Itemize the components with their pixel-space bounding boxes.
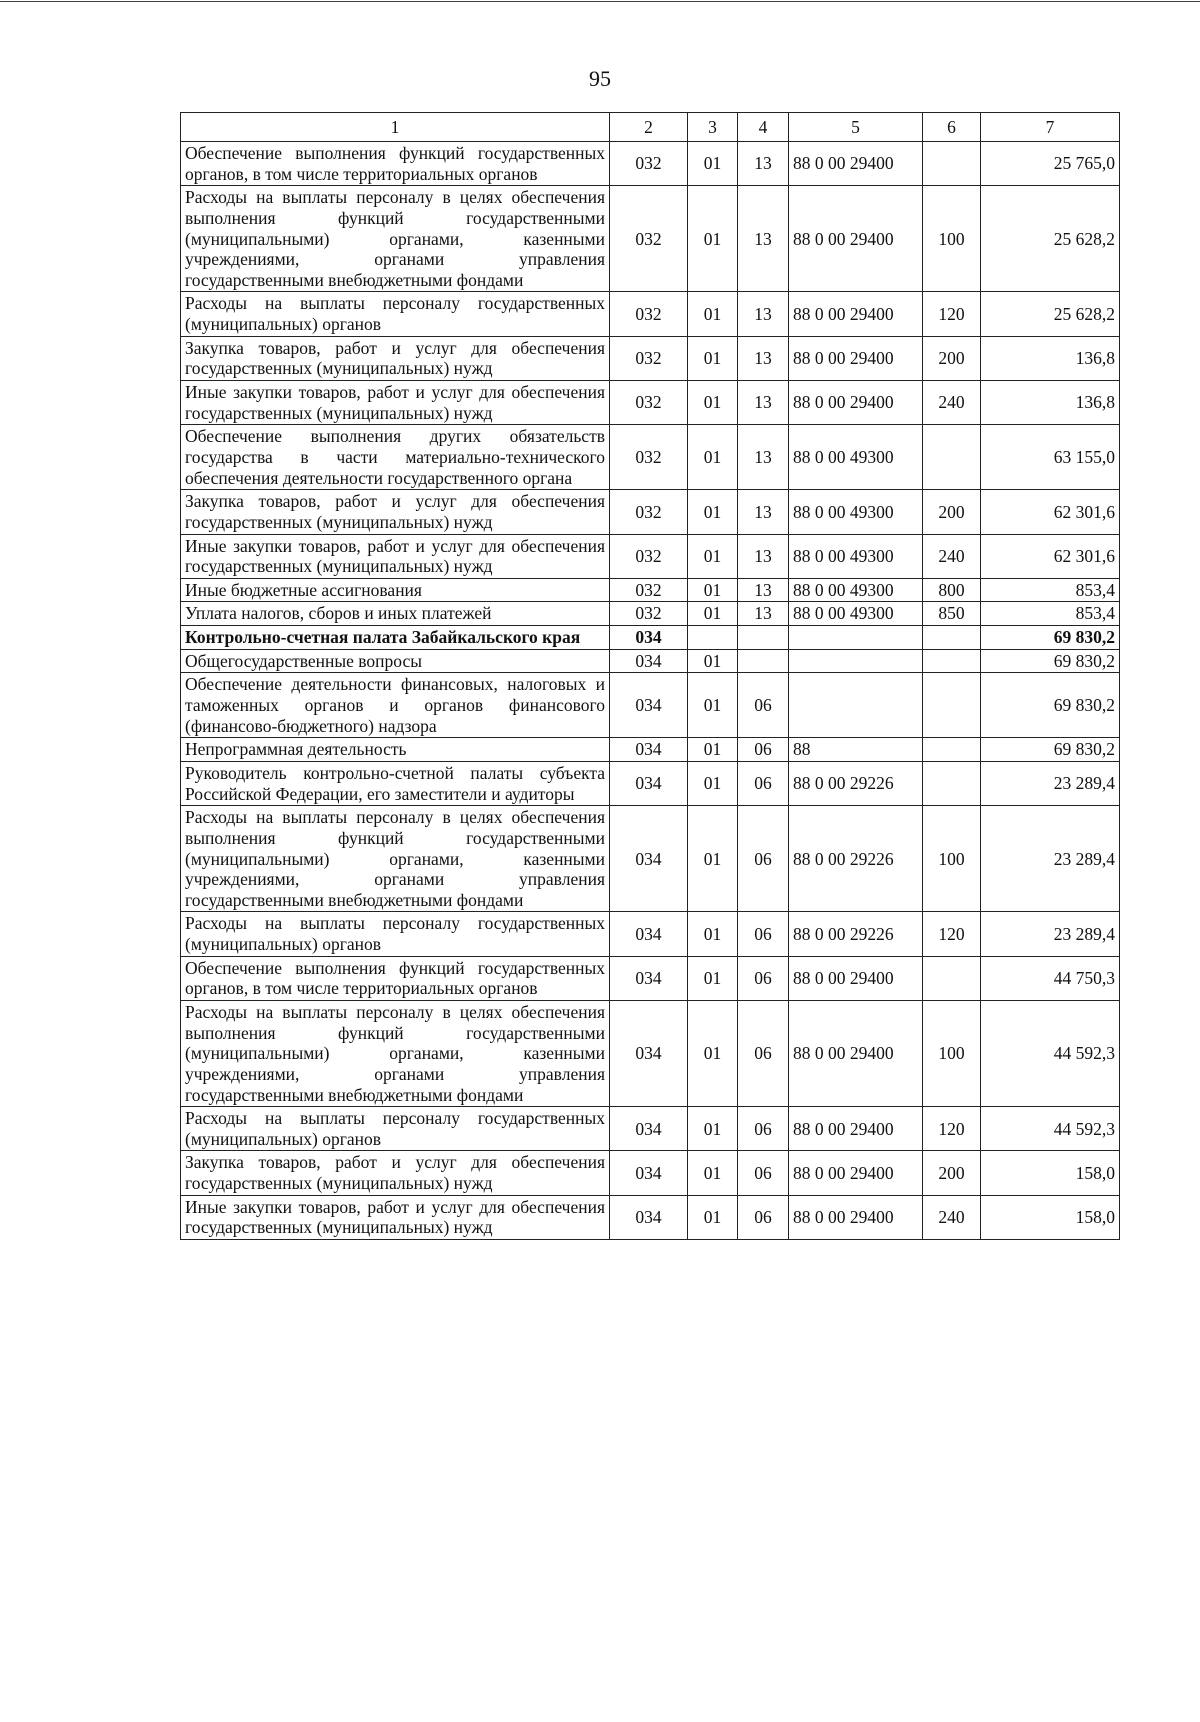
target-article-cell: 88 0 00 29226 xyxy=(789,912,923,956)
section-code-cell: 01 xyxy=(688,578,738,602)
item-name-cell: Расходы на выплаты персоналу государственных (муниципальных) органов xyxy=(181,292,610,336)
scan-top-border xyxy=(0,1,1200,2)
expense-type-cell: 100 xyxy=(923,1000,981,1106)
subsection-code-cell: 13 xyxy=(738,425,789,490)
ministry-code-cell: 032 xyxy=(610,534,688,578)
subsection-code-cell: 06 xyxy=(738,1107,789,1151)
subsection-code-cell: 13 xyxy=(738,602,789,626)
ministry-code-cell: 034 xyxy=(610,626,688,650)
column-header: 2 xyxy=(610,113,688,142)
target-article-cell: 88 0 00 49300 xyxy=(789,602,923,626)
ministry-code-cell: 032 xyxy=(610,381,688,425)
subsection-code-cell: 06 xyxy=(738,806,789,912)
expense-type-cell: 100 xyxy=(923,186,981,292)
column-header: 4 xyxy=(738,113,789,142)
item-name-cell: Расходы на выплаты персоналу государственных (муниципальных) органов xyxy=(181,1107,610,1151)
amount-cell: 853,4 xyxy=(981,602,1120,626)
section-code-cell: 01 xyxy=(688,142,738,186)
expense-type-cell: 850 xyxy=(923,602,981,626)
table-row xyxy=(181,1000,1120,1106)
expense-type-cell xyxy=(923,761,981,805)
item-name-cell: Непрограммная деятельность xyxy=(181,738,610,762)
section-code-cell: 01 xyxy=(688,1195,738,1239)
ministry-code-cell: 034 xyxy=(610,673,688,738)
table-row xyxy=(181,1195,1120,1239)
ministry-code-cell: 032 xyxy=(610,186,688,292)
item-name-cell: Обеспечение выполнения функций государственных органов, в том числе территориальных органов xyxy=(181,142,610,186)
item-name-cell: Уплата налогов, сборов и иных платежей xyxy=(181,602,610,626)
table-row xyxy=(181,626,1120,650)
ministry-code-cell: 032 xyxy=(610,142,688,186)
expense-type-cell: 200 xyxy=(923,336,981,380)
amount-cell: 44 592,3 xyxy=(981,1107,1120,1151)
section-code-cell: 01 xyxy=(688,425,738,490)
column-header: 5 xyxy=(789,113,923,142)
item-name-cell: Расходы на выплаты персоналу в целях обеспечения выполнения функций государственными (муниципальными) органами, казенными учреждениями, органами управления государственными внебюджетными фондами xyxy=(181,186,610,292)
table-row xyxy=(181,761,1120,805)
section-code-cell: 01 xyxy=(688,336,738,380)
amount-cell: 158,0 xyxy=(981,1151,1120,1195)
subsection-code-cell xyxy=(738,626,789,650)
expense-type-cell xyxy=(923,626,981,650)
table-row xyxy=(181,186,1120,292)
subsection-code-cell: 13 xyxy=(738,292,789,336)
item-name-cell: Закупка товаров, работ и услуг для обеспечения государственных (муниципальных) нужд xyxy=(181,336,610,380)
column-header: 7 xyxy=(981,113,1120,142)
target-article-cell: 88 0 00 49300 xyxy=(789,425,923,490)
subsection-code-cell: 13 xyxy=(738,336,789,380)
section-code-cell: 01 xyxy=(688,381,738,425)
ministry-code-cell: 034 xyxy=(610,1000,688,1106)
item-name-cell: Иные закупки товаров, работ и услуг для обеспечения государственных (муниципальных) нужд xyxy=(181,381,610,425)
section-code-cell: 01 xyxy=(688,956,738,1000)
item-name-cell: Контрольно-счетная палата Забайкальского края xyxy=(181,626,610,650)
item-name-cell: Закупка товаров, работ и услуг для обеспечения государственных (муниципальных) нужд xyxy=(181,1151,610,1195)
amount-cell: 44 750,3 xyxy=(981,956,1120,1000)
target-article-cell: 88 0 00 49300 xyxy=(789,534,923,578)
section-code-cell xyxy=(688,626,738,650)
expense-type-cell: 800 xyxy=(923,578,981,602)
expense-type-cell xyxy=(923,738,981,762)
amount-cell: 136,8 xyxy=(981,381,1120,425)
amount-cell: 25 628,2 xyxy=(981,186,1120,292)
amount-cell: 69 830,2 xyxy=(981,673,1120,738)
table-header-row xyxy=(181,113,1120,142)
subsection-code-cell: 06 xyxy=(738,673,789,738)
budget-table xyxy=(180,112,1120,1240)
expense-type-cell xyxy=(923,673,981,738)
table-row xyxy=(181,738,1120,762)
target-article-cell: 88 0 00 29400 xyxy=(789,1107,923,1151)
subsection-code-cell: 13 xyxy=(738,578,789,602)
target-article-cell: 88 xyxy=(789,738,923,762)
ministry-code-cell: 032 xyxy=(610,292,688,336)
target-article-cell: 88 0 00 29400 xyxy=(789,381,923,425)
subsection-code-cell: 06 xyxy=(738,761,789,805)
expense-type-cell: 240 xyxy=(923,534,981,578)
ministry-code-cell: 034 xyxy=(610,1107,688,1151)
amount-cell: 44 592,3 xyxy=(981,1000,1120,1106)
column-header: 6 xyxy=(923,113,981,142)
item-name-cell: Иные закупки товаров, работ и услуг для обеспечения государственных (муниципальных) нужд xyxy=(181,534,610,578)
target-article-cell: 88 0 00 29400 xyxy=(789,1000,923,1106)
subsection-code-cell: 13 xyxy=(738,381,789,425)
target-article-cell xyxy=(789,673,923,738)
amount-cell: 23 289,4 xyxy=(981,806,1120,912)
expense-type-cell: 120 xyxy=(923,1107,981,1151)
table-row xyxy=(181,956,1120,1000)
ministry-code-cell: 034 xyxy=(610,761,688,805)
section-code-cell: 01 xyxy=(688,1151,738,1195)
subsection-code-cell: 06 xyxy=(738,1000,789,1106)
section-code-cell: 01 xyxy=(688,912,738,956)
ministry-code-cell: 032 xyxy=(610,602,688,626)
table-row xyxy=(181,912,1120,956)
expense-type-cell xyxy=(923,425,981,490)
amount-cell: 69 830,2 xyxy=(981,649,1120,673)
ministry-code-cell: 034 xyxy=(610,956,688,1000)
subsection-code-cell: 06 xyxy=(738,738,789,762)
expense-type-cell xyxy=(923,142,981,186)
column-header: 1 xyxy=(181,113,610,142)
item-name-cell: Обеспечение выполнения функций государственных органов, в том числе территориальных органов xyxy=(181,956,610,1000)
expense-type-cell: 120 xyxy=(923,292,981,336)
subsection-code-cell: 06 xyxy=(738,1151,789,1195)
amount-cell: 62 301,6 xyxy=(981,534,1120,578)
table-row xyxy=(181,649,1120,673)
table-row xyxy=(181,490,1120,534)
table-row xyxy=(181,425,1120,490)
subsection-code-cell: 06 xyxy=(738,1195,789,1239)
subsection-code-cell: 13 xyxy=(738,534,789,578)
table-row xyxy=(181,381,1120,425)
ministry-code-cell: 032 xyxy=(610,425,688,490)
section-code-cell: 01 xyxy=(688,761,738,805)
table-row xyxy=(181,673,1120,738)
ministry-code-cell: 032 xyxy=(610,336,688,380)
column-header: 3 xyxy=(688,113,738,142)
item-name-cell: Расходы на выплаты персоналу в целях обеспечения выполнения функций государственными (муниципальными) органами, казенными учреждениями, органами управления государственными внебюджетными фондами xyxy=(181,1000,610,1106)
ministry-code-cell: 034 xyxy=(610,806,688,912)
table-row xyxy=(181,292,1120,336)
ministry-code-cell: 032 xyxy=(610,578,688,602)
table-row xyxy=(181,142,1120,186)
ministry-code-cell: 032 xyxy=(610,490,688,534)
expense-type-cell: 200 xyxy=(923,1151,981,1195)
subsection-code-cell: 06 xyxy=(738,912,789,956)
ministry-code-cell: 034 xyxy=(610,738,688,762)
target-article-cell: 88 0 00 49300 xyxy=(789,490,923,534)
target-article-cell: 88 0 00 49300 xyxy=(789,578,923,602)
section-code-cell: 01 xyxy=(688,602,738,626)
section-code-cell: 01 xyxy=(688,292,738,336)
page-number: 95 xyxy=(589,66,611,91)
expense-type-cell: 120 xyxy=(923,912,981,956)
section-code-cell: 01 xyxy=(688,1000,738,1106)
ministry-code-cell: 034 xyxy=(610,912,688,956)
amount-cell: 63 155,0 xyxy=(981,425,1120,490)
section-code-cell: 01 xyxy=(688,649,738,673)
target-article-cell: 88 0 00 29400 xyxy=(789,292,923,336)
target-article-cell: 88 0 00 29400 xyxy=(789,336,923,380)
ministry-code-cell: 034 xyxy=(610,1151,688,1195)
item-name-cell: Иные бюджетные ассигнования xyxy=(181,578,610,602)
target-article-cell: 88 0 00 29400 xyxy=(789,142,923,186)
target-article-cell: 88 0 00 29400 xyxy=(789,186,923,292)
expense-type-cell xyxy=(923,956,981,1000)
section-code-cell: 01 xyxy=(688,738,738,762)
target-article-cell: 88 0 00 29400 xyxy=(789,956,923,1000)
item-name-cell: Расходы на выплаты персоналу государственных (муниципальных) органов xyxy=(181,912,610,956)
expense-type-cell xyxy=(923,649,981,673)
table-row xyxy=(181,534,1120,578)
subsection-code-cell: 06 xyxy=(738,956,789,1000)
subsection-code-cell: 13 xyxy=(738,186,789,292)
amount-cell: 158,0 xyxy=(981,1195,1120,1239)
section-code-cell: 01 xyxy=(688,186,738,292)
target-article-cell: 88 0 00 29226 xyxy=(789,761,923,805)
ministry-code-cell: 034 xyxy=(610,649,688,673)
item-name-cell: Обеспечение деятельности финансовых, налоговых и таможенных органов и органов финансового (финансово-бюджетного) надзора xyxy=(181,673,610,738)
expense-type-cell: 100 xyxy=(923,806,981,912)
target-article-cell xyxy=(789,626,923,650)
table-row xyxy=(181,336,1120,380)
amount-cell: 25 765,0 xyxy=(981,142,1120,186)
expense-type-cell: 240 xyxy=(923,381,981,425)
section-code-cell: 01 xyxy=(688,806,738,912)
item-name-cell: Руководитель контрольно-счетной палаты субъекта Российской Федерации, его заместители и аудиторы xyxy=(181,761,610,805)
amount-cell: 23 289,4 xyxy=(981,912,1120,956)
amount-cell: 136,8 xyxy=(981,336,1120,380)
section-code-cell: 01 xyxy=(688,534,738,578)
table-row xyxy=(181,578,1120,602)
target-article-cell: 88 0 00 29400 xyxy=(789,1151,923,1195)
item-name-cell: Расходы на выплаты персоналу в целях обеспечения выполнения функций государственными (муниципальными) органами, казенными учреждениями, органами управления государственными внебюджетными фондами xyxy=(181,806,610,912)
item-name-cell: Общегосударственные вопросы xyxy=(181,649,610,673)
amount-cell: 25 628,2 xyxy=(981,292,1120,336)
section-code-cell: 01 xyxy=(688,673,738,738)
item-name-cell: Иные закупки товаров, работ и услуг для обеспечения государственных (муниципальных) нужд xyxy=(181,1195,610,1239)
section-code-cell: 01 xyxy=(688,1107,738,1151)
expense-type-cell: 200 xyxy=(923,490,981,534)
subsection-code-cell: 13 xyxy=(738,142,789,186)
expense-type-cell: 240 xyxy=(923,1195,981,1239)
target-article-cell: 88 0 00 29226 xyxy=(789,806,923,912)
subsection-code-cell: 13 xyxy=(738,490,789,534)
amount-cell: 69 830,2 xyxy=(981,738,1120,762)
amount-cell: 23 289,4 xyxy=(981,761,1120,805)
table-row xyxy=(181,1151,1120,1195)
table-row xyxy=(181,806,1120,912)
target-article-cell: 88 0 00 29400 xyxy=(789,1195,923,1239)
amount-cell: 69 830,2 xyxy=(981,626,1120,650)
section-code-cell: 01 xyxy=(688,490,738,534)
subsection-code-cell xyxy=(738,649,789,673)
amount-cell: 853,4 xyxy=(981,578,1120,602)
amount-cell: 62 301,6 xyxy=(981,490,1120,534)
table-row xyxy=(181,1107,1120,1151)
table-row xyxy=(181,602,1120,626)
target-article-cell xyxy=(789,649,923,673)
ministry-code-cell: 034 xyxy=(610,1195,688,1239)
item-name-cell: Обеспечение выполнения других обязательств государства в части материально-технического обеспечения деятельности государственного органа xyxy=(181,425,610,490)
item-name-cell: Закупка товаров, работ и услуг для обеспечения государственных (муниципальных) нужд xyxy=(181,490,610,534)
